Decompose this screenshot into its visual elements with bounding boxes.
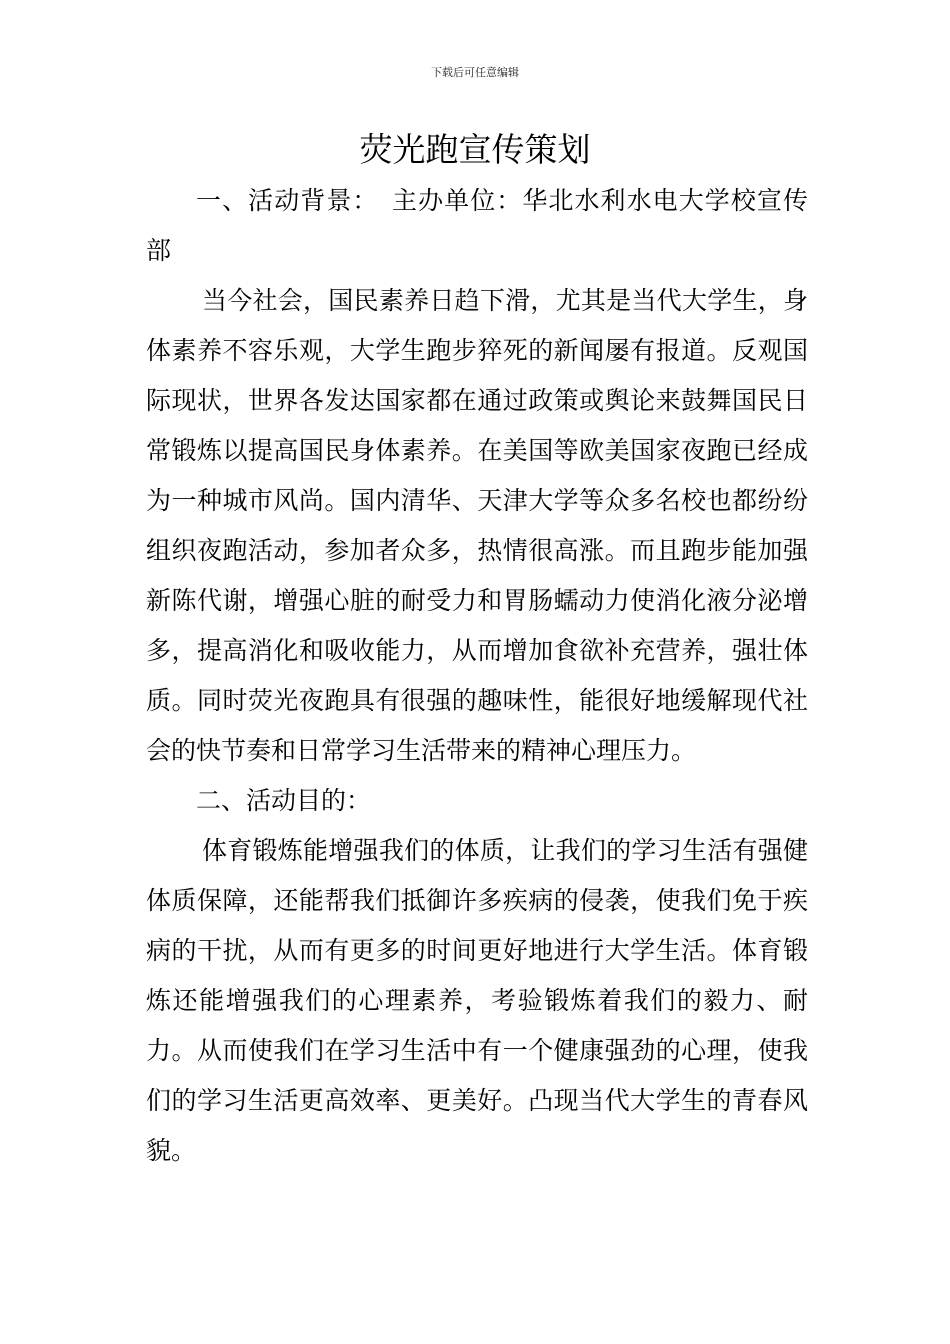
paragraph-background: 当今社会，国民素养日趋下滑，尤其是当代大学生，身体素养不容乐观，大学生跑步猝死的新闻屡有报道。反观国际现状，世界各发达国家都在通过政策或舆论来鼓舞国民日常锻炼以提高国民身体素养。在美国等欧美国家夜跑已经成为一种城市风尚。国内清华、天津大学等众多名校也都纷纷组织夜跑活动，参加者众多，热情很高涨。而且跑步能加强新陈代谢，增强心脏的耐受力和胃肠蠕动力使消化液分泌增多，提高消化和吸收能力，从而增加食欲补充营养，强壮体质。同时荧光夜跑具有很强的趣味性，能很好地缓解现代社会的快节奏和日常学习生活带来的精神心理压力。 (146, 286, 808, 765)
section-heading-background: 一、活动背景： 主办单位：华北水利水电大学校宣传部 (146, 186, 808, 265)
section-heading-purpose: 二、活动目的： (196, 786, 372, 815)
paragraph-purpose: 体育锻炼能增强我们的体质，让我们的学习生活有强健体质保障，还能帮我们抵御许多疾病的侵袭，使我们免于疾病的干扰，从而有更多的时间更好地进行大学生活。体育锻炼还能增强我们的心理素养，考验锻炼着我们的毅力、耐力。从而使我们在学习生活中有一个健康强劲的心理，使我们的学习生活更高效率、更美好。凸现当代大学生的青春风貌。 (146, 836, 808, 1165)
document-title: 荧光跑宣传策划 (359, 130, 591, 169)
document-body (146, 176, 808, 1176)
header-note: 下载后可任意编辑 (431, 66, 519, 79)
